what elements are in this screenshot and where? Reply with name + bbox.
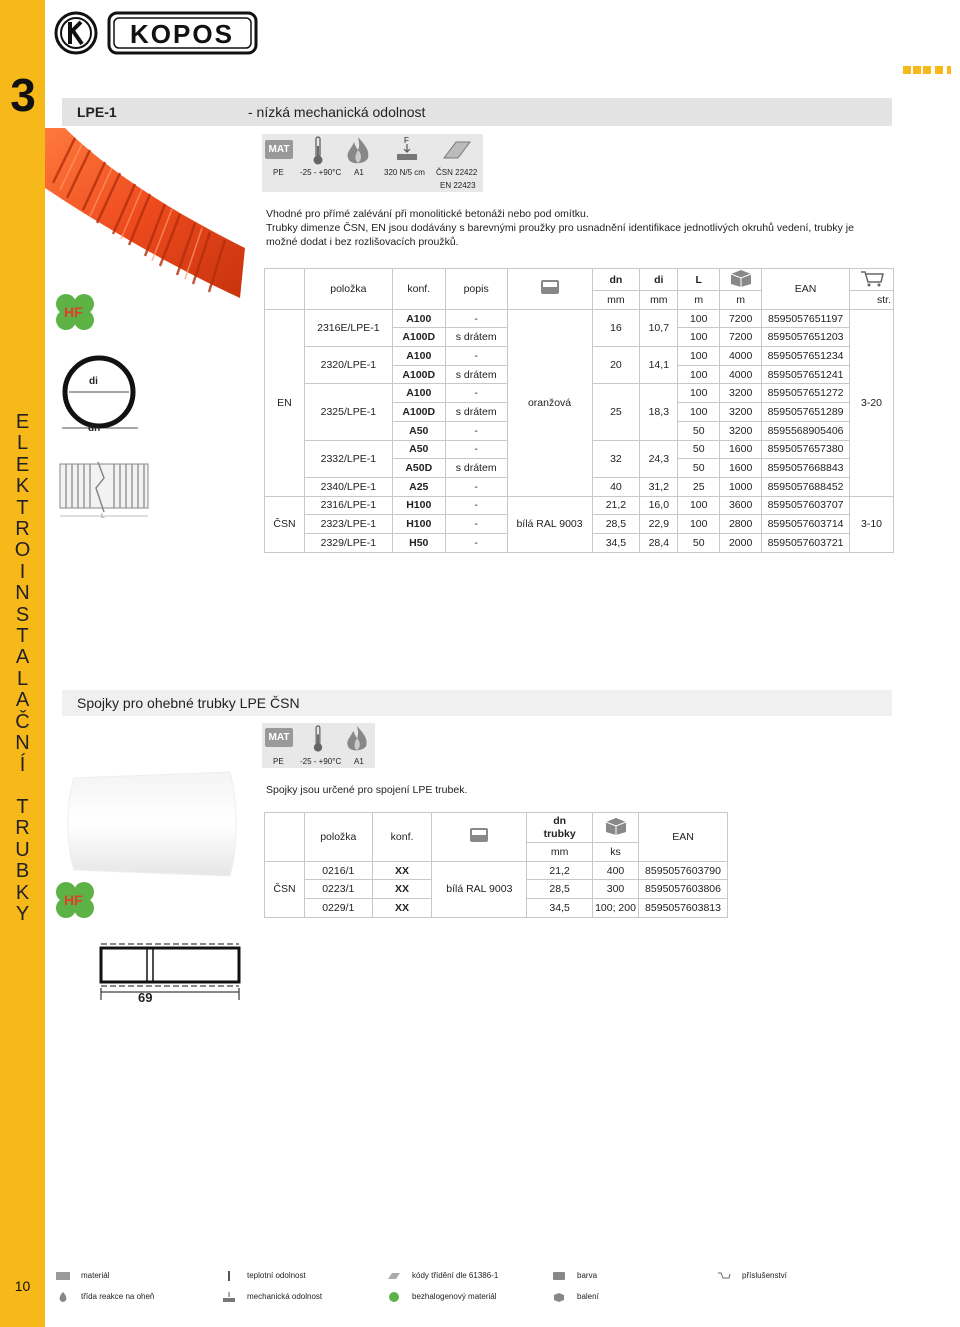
item-ean: 8595057603721: [762, 533, 850, 552]
cart-icon: [859, 269, 885, 287]
side-title-letter: L: [16, 432, 29, 455]
item-pack: 3200: [720, 403, 762, 422]
hf-badge-text: HF: [64, 304, 83, 320]
product-code: LPE-1: [77, 104, 117, 120]
mat-icon: [56, 1271, 70, 1281]
legend-label: kódy třídění dle 61386-1: [412, 1271, 499, 1280]
mat-icon: MAT: [265, 140, 293, 159]
header-ean: EAN: [639, 813, 728, 862]
item-L: 50: [678, 421, 720, 440]
item-pack: 4000: [720, 347, 762, 366]
thermometer-icon: [312, 725, 324, 753]
norm2-value: EN 22423: [440, 181, 476, 190]
header-polozka: položka: [304, 813, 372, 862]
table-row: [265, 309, 894, 328]
group-en: EN: [265, 309, 305, 496]
item-ean: 8595057651197: [762, 309, 850, 328]
product-description-text: [266, 207, 906, 249]
item-L: 100: [678, 496, 720, 515]
box-icon: [603, 817, 629, 835]
item-dn: 28,5: [527, 880, 593, 899]
couplings-title: Spojky pro ohebné trubky LPE ČSN: [77, 695, 300, 711]
item-L: 100: [678, 328, 720, 347]
item-page-ref: 3-10: [850, 496, 894, 552]
header-trubky: trubky: [543, 827, 576, 840]
brand-text: KOPOS: [130, 19, 234, 49]
cross-section-diagram: [58, 350, 146, 440]
header-cell: [265, 269, 305, 310]
item-konf: A25: [392, 477, 445, 496]
item-code: 2325/LPE-1: [304, 384, 392, 440]
side-title-letter: K: [15, 881, 30, 904]
header-dn: dn: [592, 269, 640, 291]
item-code: 2320/LPE-1: [304, 347, 392, 384]
item-di: 14,1: [640, 347, 678, 384]
product-title-bar: [62, 98, 892, 126]
side-title-letter: E: [15, 453, 30, 476]
item-ean: 8595057657380: [762, 440, 850, 459]
item-ean: 8595057603806: [639, 880, 728, 899]
item-color: bílá RAL 9003: [432, 861, 527, 917]
diagram-L: L: [101, 513, 105, 520]
header-ean: EAN: [762, 269, 850, 310]
side-title-letter: I: [19, 560, 26, 583]
item-code: 0216/1: [304, 861, 372, 880]
item-code: 2329/LPE-1: [304, 533, 392, 552]
legend-label: příslušenství: [742, 1271, 787, 1280]
press-icon: [222, 1292, 236, 1302]
item-di: 16,0: [640, 496, 678, 515]
couplings-description: Spojky jsou určené pro spojení LPE trubek.: [266, 784, 468, 796]
item-konf: A50D: [392, 459, 445, 478]
side-title-letter: U: [15, 838, 30, 861]
item-di: 24,3: [640, 440, 678, 477]
side-title-letter: A: [15, 689, 30, 712]
item-dn: 32: [592, 440, 640, 477]
item-dn: 16: [592, 309, 640, 346]
legend-label: barva: [577, 1271, 598, 1280]
header-color-cell: [432, 813, 527, 862]
legend-label: bezhalogenový materiál: [412, 1292, 497, 1301]
temperature-value: -25 - +90°C: [300, 168, 342, 177]
side-title-letter: Č: [15, 710, 30, 733]
item-code: 2323/LPE-1: [304, 515, 392, 534]
table-header-row: [265, 813, 728, 843]
paint-bucket-icon: [468, 826, 490, 844]
item-pack: 2000: [720, 533, 762, 552]
item-konf: H50: [392, 533, 445, 552]
item-dn: 20: [592, 347, 640, 384]
item-code: 0223/1: [304, 880, 372, 899]
box-icon: [552, 1292, 566, 1302]
lpe-product-table: [264, 268, 894, 553]
cart-icon: [717, 1271, 731, 1281]
header-acc-cell: [850, 269, 894, 291]
header-dn-trubky: [527, 813, 593, 843]
item-konf: A50: [392, 440, 445, 459]
side-title-letter: O: [14, 539, 31, 562]
side-title-letter: Í: [19, 753, 26, 776]
class-value: A1: [354, 168, 364, 177]
item-color: oranžová: [507, 309, 592, 496]
header-L: L: [678, 269, 720, 291]
material-value: PE: [273, 168, 284, 177]
item-dn: 25: [592, 384, 640, 440]
item-L: 100: [678, 403, 720, 422]
para-line-2: Trubky dimenze ČSN, EN jsou dodávány s barevnými proužky pro usnadnění identifikace jednotlivých okruhů vedení, trubky je: [266, 222, 854, 234]
item-di: 28,4: [640, 533, 678, 552]
item-L: 100: [678, 365, 720, 384]
table-row: [265, 496, 894, 515]
item-ean: 8595057651241: [762, 365, 850, 384]
group-csn: ČSN: [265, 861, 305, 917]
side-title-letter: T: [16, 496, 29, 519]
couplings-table: [264, 812, 728, 918]
item-pack: 1000: [720, 477, 762, 496]
group-csn: ČSN: [265, 496, 305, 552]
item-ean: 8595568905406: [762, 421, 850, 440]
item-popis: s drátem: [445, 403, 507, 422]
item-ean: 8595057603790: [639, 861, 728, 880]
item-popis: s drátem: [445, 459, 507, 478]
header-pack-cell: [593, 813, 639, 843]
item-pack: 1600: [720, 459, 762, 478]
material-value: PE: [273, 757, 284, 766]
item-popis: -: [445, 533, 507, 552]
side-title-letter: L: [16, 667, 29, 690]
item-konf: H100: [392, 515, 445, 534]
unit-ks: ks: [593, 843, 639, 862]
item-konf: XX: [372, 861, 432, 880]
force-label: F: [404, 136, 409, 145]
unit-di: mm: [640, 291, 678, 310]
item-di: 18,3: [640, 384, 678, 440]
code-icon: [387, 1271, 401, 1281]
item-ean: 8595057603707: [762, 496, 850, 515]
item-konf: H100: [392, 496, 445, 515]
item-konf: A100D: [392, 403, 445, 422]
flame-icon: [56, 1292, 70, 1302]
side-title-letter: T: [16, 625, 29, 648]
legend-label: mechanická odolnost: [247, 1292, 323, 1301]
item-L: 50: [678, 533, 720, 552]
flame-icon: [344, 136, 372, 166]
item-dn: 34,5: [527, 899, 593, 918]
item-konf: A100: [392, 309, 445, 328]
side-title-letter: A: [15, 646, 30, 669]
unit-pack: m: [720, 291, 762, 310]
header-popis: popis: [445, 269, 507, 310]
legend-label: teplotní odolnost: [247, 1271, 306, 1280]
item-L: 100: [678, 309, 720, 328]
item-ean: 8595057603813: [639, 899, 728, 918]
norm1-value: ČSN 22422: [436, 168, 478, 177]
mat-icon: MAT: [265, 728, 293, 747]
item-popis: s drátem: [445, 328, 507, 347]
item-pack: 7200: [720, 309, 762, 328]
flame-icon: [344, 725, 370, 753]
item-popis: -: [445, 515, 507, 534]
item-pack: 3200: [720, 421, 762, 440]
header-konf: konf.: [372, 813, 432, 862]
side-title-letter: B: [15, 860, 30, 883]
item-di: 31,2: [640, 477, 678, 496]
para-line-1: Vhodné pro přímé zalévání při monolitické betonáži nebo pod omítku.: [266, 208, 589, 220]
header-color-cell: [507, 269, 592, 310]
item-ean: 8595057668843: [762, 459, 850, 478]
temperature-value: -25 - +90°C: [300, 757, 342, 766]
side-title-letter: K: [15, 475, 30, 498]
side-title-letter: T: [16, 795, 29, 818]
paint-bucket-icon: [552, 1271, 566, 1281]
unit-L: m: [678, 291, 720, 310]
item-dn: 34,5: [592, 533, 640, 552]
item-konf: A100D: [392, 365, 445, 384]
item-popis: -: [445, 496, 507, 515]
item-dn: 21,2: [527, 861, 593, 880]
item-popis: -: [445, 309, 507, 328]
item-L: 100: [678, 515, 720, 534]
item-ks: 300: [593, 880, 639, 899]
product-description: - nízká mechanická odolnost: [248, 104, 426, 120]
coupling-diagram: [95, 940, 245, 1010]
header-konf: konf.: [392, 269, 445, 310]
item-L: 50: [678, 459, 720, 478]
product-properties: [262, 134, 483, 192]
item-L: 25: [678, 477, 720, 496]
item-pack: 4000: [720, 365, 762, 384]
item-ks: 400: [593, 861, 639, 880]
header-cell: [265, 813, 305, 862]
legend-label: třída reakce na oheň: [81, 1292, 155, 1301]
item-konf: XX: [372, 899, 432, 918]
item-dn: 21,2: [592, 496, 640, 515]
item-ean: 8595057651289: [762, 403, 850, 422]
unit-dn: mm: [592, 291, 640, 310]
side-title: [0, 412, 45, 925]
item-ean: 8595057651203: [762, 328, 850, 347]
couplings-title-bar: [62, 690, 892, 716]
side-title-letter: N: [15, 732, 30, 755]
box-icon: [728, 269, 754, 287]
item-color: bílá RAL 9003: [507, 496, 592, 552]
item-di: 22,9: [640, 515, 678, 534]
item-pack: 2800: [720, 515, 762, 534]
item-page-ref: 3-20: [850, 309, 894, 496]
header-dn: dn: [553, 814, 567, 827]
item-pack: 1600: [720, 440, 762, 459]
table-row: [265, 861, 728, 880]
header-di: di: [640, 269, 678, 291]
item-ks: 100; 200: [593, 899, 639, 918]
item-ean: 8595057651272: [762, 384, 850, 403]
item-code: 2316/LPE-1: [304, 496, 392, 515]
corrugated-pipe-image: [45, 128, 255, 303]
side-title-letter: E: [15, 411, 30, 433]
legend-label: materiál: [81, 1271, 110, 1280]
item-L: 100: [678, 384, 720, 403]
item-ean: 8595057688452: [762, 477, 850, 496]
item-dn: 28,5: [592, 515, 640, 534]
unit-str: str.: [850, 291, 894, 310]
item-konf: A100: [392, 347, 445, 366]
side-title-letter: N: [15, 582, 30, 605]
item-code: 2340/LPE-1: [304, 477, 392, 496]
norm-icon: [442, 138, 472, 162]
side-title-letter: S: [15, 603, 30, 626]
item-konf: XX: [372, 880, 432, 899]
page-number: 10: [14, 1278, 31, 1294]
para-line-3: možné dodat i bez rozlišovacích proužků.: [266, 236, 459, 248]
side-title-letter: R: [15, 518, 30, 541]
hf-badge-text: HF: [64, 892, 83, 908]
side-title-letter: R: [15, 817, 30, 840]
press-icon: [396, 144, 418, 162]
item-popis: s drátem: [445, 365, 507, 384]
unit-dn: mm: [527, 843, 593, 862]
item-pack: 7200: [720, 328, 762, 347]
thermometer-icon: [222, 1271, 236, 1281]
coupling-size-label: 69: [138, 990, 153, 1005]
item-ean: 8595057603714: [762, 515, 850, 534]
legend-label: balení: [577, 1292, 599, 1301]
item-popis: -: [445, 477, 507, 496]
item-code: 0229/1: [304, 899, 372, 918]
item-code: 2316E/LPE-1: [304, 309, 392, 346]
item-dn: 40: [592, 477, 640, 496]
class-value: A1: [354, 757, 364, 766]
item-di: 10,7: [640, 309, 678, 346]
diagram-dn: dn: [88, 423, 101, 434]
item-konf: A100: [392, 384, 445, 403]
item-L: 50: [678, 440, 720, 459]
item-konf: A100D: [392, 328, 445, 347]
kopos-logo: [54, 10, 259, 56]
force-value: 320 N/5 cm: [384, 168, 425, 177]
item-pack: 3200: [720, 384, 762, 403]
chapter-number: 3: [10, 69, 36, 121]
item-popis: -: [445, 421, 507, 440]
header-pack-cell: [720, 269, 762, 291]
item-ean: 8595057651234: [762, 347, 850, 366]
item-L: 100: [678, 347, 720, 366]
side-title-letter: Y: [15, 902, 30, 925]
coupling-image: [62, 770, 242, 878]
thermometer-icon: [312, 136, 324, 166]
halogen-free-icon: [387, 1292, 401, 1302]
item-popis: -: [445, 384, 507, 403]
item-popis: -: [445, 347, 507, 366]
item-konf: A50: [392, 421, 445, 440]
item-code: 2332/LPE-1: [304, 440, 392, 477]
paint-bucket-icon: [539, 278, 561, 296]
table-header-row: [265, 269, 894, 291]
diagram-di: di: [89, 376, 98, 387]
item-pack: 3600: [720, 496, 762, 515]
item-popis: -: [445, 440, 507, 459]
header-polozka: položka: [304, 269, 392, 310]
coupling-properties: [262, 723, 375, 768]
